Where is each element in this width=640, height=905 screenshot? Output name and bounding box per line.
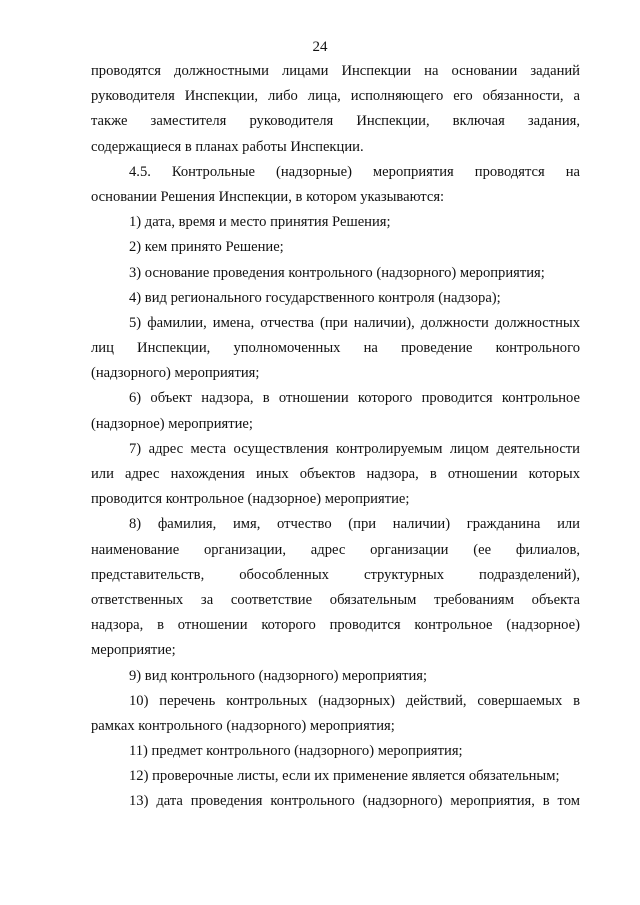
text-line: 11) предмет контрольного (надзорного) мероприятия;	[129, 743, 463, 760]
text-line: (надзорное) мероприятие;	[91, 415, 253, 432]
text-line: руководителя Инспекции, либо лица, исполняющего его обязанности, а	[91, 88, 580, 105]
text-line: также заместителя руководителя Инспекции, включая задания,	[91, 113, 580, 130]
text-line: 5) фамилии, имена, отчества (при наличии), должности должностных	[129, 314, 580, 331]
text-line: 2) кем принято Решение;	[129, 239, 284, 256]
text-line: (надзорного) мероприятия;	[91, 365, 260, 382]
text-line: 4.5. Контрольные (надзорные) мероприятия проводятся на	[129, 163, 580, 180]
page-number: 24	[312, 39, 328, 55]
text-line: мероприятие;	[91, 642, 176, 659]
text-line: ответственных за соответствие обязательным требованиям объекта	[91, 591, 580, 608]
text-line: представительств, обособленных структурных подразделений),	[91, 566, 580, 583]
text-line: или адрес нахождения иных объектов надзора, в отношении которых	[91, 466, 580, 482]
text-line: 1) дата, время и место принятия Решения;	[129, 214, 391, 231]
text-line: 9) вид контрольного (надзорного) мероприятия;	[129, 667, 428, 684]
text-line: 6) объект надзора, в отношении которого проводится контрольное	[129, 390, 580, 407]
text-line: проводится контрольное (надзорное) мероприятие;	[91, 491, 410, 508]
text-line: 3) основание проведения контрольного (надзорного) мероприятия;	[129, 264, 545, 281]
text-line: 10) перечень контрольных (надзорных) действий, совершаемых в	[129, 692, 580, 709]
text-line: 4) вид регионального государственного контроля (надзора);	[129, 289, 501, 306]
text-line: 12) проверочные листы, если их применение является обязательным;	[129, 768, 560, 785]
text-line: содержащиеся в планах работы Инспекции.	[91, 138, 364, 155]
document-body	[91, 59, 580, 815]
text-line: 8) фамилия, имя, отчество (при наличии) гражданина или	[129, 516, 580, 533]
text-line: основании Решения Инспекции, в котором указываются:	[91, 188, 445, 205]
text-line: проводятся должностными лицами Инспекции на основании заданий	[91, 63, 580, 79]
text-line: рамках контрольного (надзорного) мероприятия;	[91, 717, 395, 734]
text-line: наименование организации, адрес организации (ее филиалов,	[91, 541, 580, 558]
text-line: лиц Инспекции, уполномоченных на проведение контрольного	[91, 340, 580, 357]
text-line: надзора, в отношении которого проводится контрольное (надзорное)	[91, 617, 580, 634]
text-line: 7) адрес места осуществления контролируемым лицом деятельности	[129, 440, 580, 457]
text-line: 13) дата проведения контрольного (надзорного) мероприятия, в том	[129, 793, 580, 810]
